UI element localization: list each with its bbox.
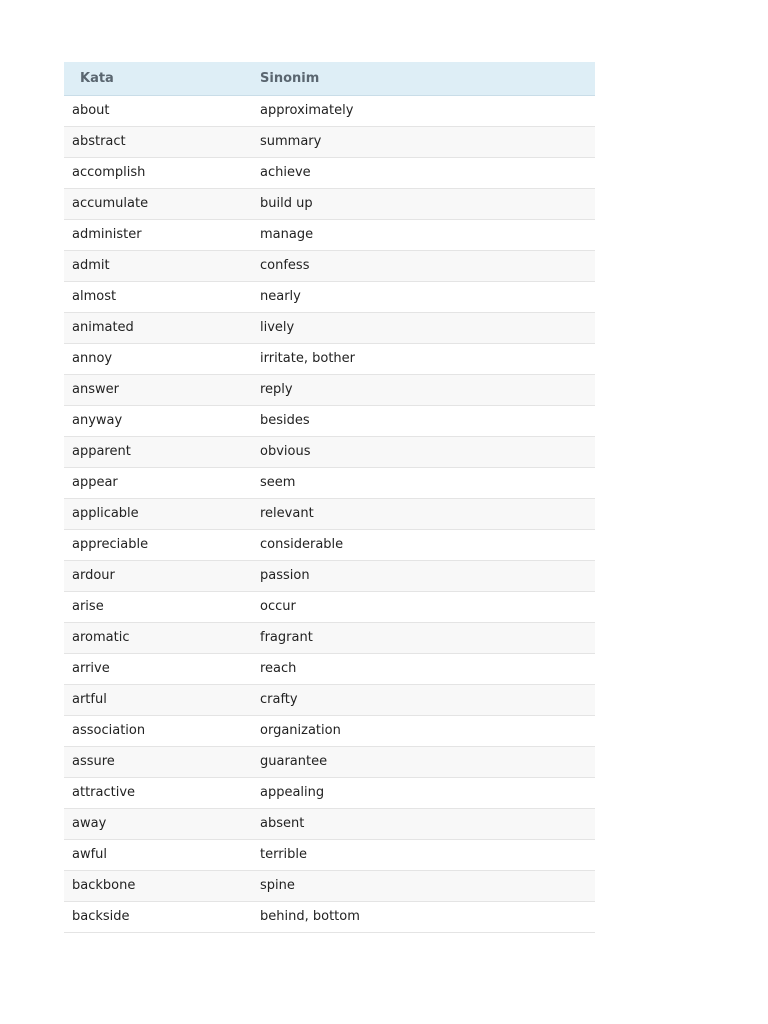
table-row: [64, 746, 595, 777]
word-cell: assure: [72, 754, 115, 769]
synonym-cell: guarantee: [260, 754, 328, 769]
word-cell: animated: [72, 320, 134, 335]
synonym-cell: reply: [260, 382, 293, 397]
table-row: [64, 622, 595, 653]
table-row: [64, 901, 595, 932]
table-row: [64, 653, 595, 684]
synonym-cell: appealing: [260, 785, 325, 800]
table-row: [64, 343, 595, 374]
word-cell: almost: [72, 289, 117, 304]
word-cell: appear: [72, 475, 118, 490]
table-header: [64, 62, 595, 95]
synonym-cell: passion: [260, 568, 310, 583]
word-cell: applicable: [72, 506, 139, 521]
synonym-cell: build up: [260, 196, 313, 211]
table-row: [64, 715, 595, 746]
table-row: [64, 808, 595, 839]
synonym-cell: achieve: [260, 165, 311, 180]
table-body: [64, 95, 595, 932]
synonym-cell: organization: [260, 723, 341, 738]
table-row: [64, 374, 595, 405]
synonym-cell: besides: [260, 413, 310, 428]
synonym-cell: reach: [260, 661, 297, 676]
synonym-cell: irritate, bother: [260, 351, 355, 366]
word-cell: association: [72, 723, 146, 738]
synonym-cell: relevant: [260, 506, 314, 521]
table-header-row: [64, 62, 595, 95]
word-cell: anyway: [72, 413, 123, 428]
word-cell: accomplish: [72, 165, 146, 180]
synonym-cell: spine: [260, 878, 295, 893]
synonym-cell: manage: [260, 227, 314, 242]
column-header-synonym: Sinonim: [253, 62, 595, 95]
synonym-cell: fragrant: [260, 630, 313, 645]
table-row: [64, 250, 595, 281]
word-cell: administer: [72, 227, 142, 242]
table-row: [64, 219, 595, 250]
table-row: [64, 591, 595, 622]
synonym-cell: approximately: [260, 103, 354, 118]
table-row: [64, 870, 595, 901]
synonym-cell: terrible: [260, 847, 308, 862]
table-row: [64, 157, 595, 188]
synonym-cell: lively: [260, 320, 295, 335]
word-cell: about: [72, 103, 110, 118]
synonym-cell: crafty: [260, 692, 298, 707]
synonym-cell: confess: [260, 258, 310, 273]
word-cell: abstract: [72, 134, 126, 149]
word-cell: accumulate: [72, 196, 149, 211]
synonym-cell: obvious: [260, 444, 311, 459]
word-cell: attractive: [72, 785, 136, 800]
synonym-cell: nearly: [260, 289, 301, 304]
word-cell: admit: [72, 258, 110, 273]
synonym-cell: absent: [260, 816, 305, 831]
word-cell: aromatic: [72, 630, 130, 645]
table-row: [64, 839, 595, 870]
table-row: [64, 529, 595, 560]
table-row: [64, 560, 595, 591]
table-row: [64, 436, 595, 467]
word-cell: arrive: [72, 661, 110, 676]
column-header-word: Kata: [64, 62, 253, 95]
synonym-cell: seem: [260, 475, 296, 490]
word-cell: backbone: [72, 878, 136, 893]
table-row: [64, 312, 595, 343]
table-row: [64, 95, 595, 126]
table-row: [64, 684, 595, 715]
word-cell: appreciable: [72, 537, 149, 552]
table-row: [64, 498, 595, 529]
word-cell: annoy: [72, 351, 113, 366]
table-row: [64, 126, 595, 157]
synonym-cell: considerable: [260, 537, 344, 552]
word-cell: awful: [72, 847, 108, 862]
word-cell: away: [72, 816, 107, 831]
word-cell: ardour: [72, 568, 115, 583]
synonym-cell: occur: [260, 599, 296, 614]
table-row: [64, 777, 595, 808]
word-cell: answer: [72, 382, 119, 397]
synonym-cell: summary: [260, 134, 322, 149]
table-row: [64, 281, 595, 312]
word-cell: apparent: [72, 444, 131, 459]
word-cell: backside: [72, 909, 130, 924]
table-row: [64, 188, 595, 219]
synonym-cell: behind, bottom: [260, 909, 360, 924]
synonym-table: [64, 62, 595, 933]
table-row: [64, 467, 595, 498]
table-row: [64, 405, 595, 436]
word-cell: arise: [72, 599, 104, 614]
word-cell: artful: [72, 692, 107, 707]
